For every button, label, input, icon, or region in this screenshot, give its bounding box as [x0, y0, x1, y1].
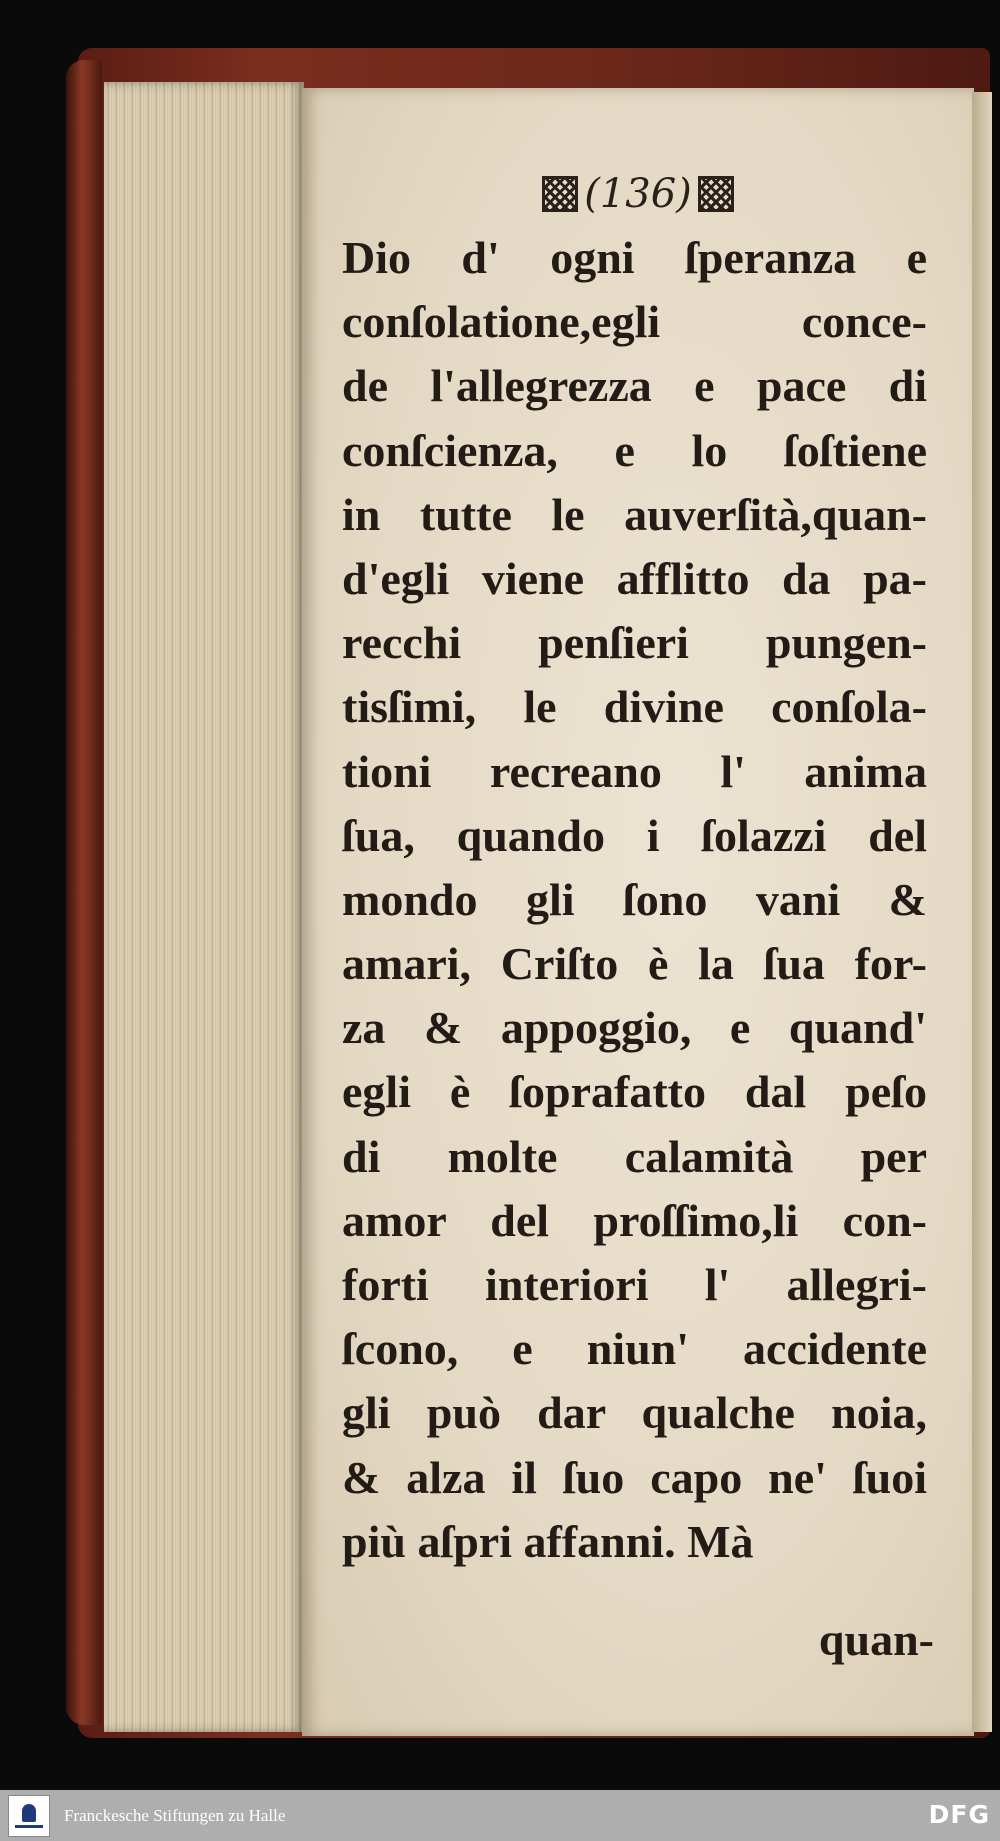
page-number: (136) [584, 171, 692, 217]
book-spine-edge [66, 60, 102, 1725]
text-line: gli può dar qualche noia, [342, 1387, 927, 1439]
text-line: più aſpri affanni. Mà [342, 1515, 754, 1567]
footer-bar [0, 1790, 1000, 1841]
text-line: tisſimi, le divine conſola- [342, 681, 927, 733]
footer-institution: Franckesche Stiftungen zu Halle [64, 1805, 286, 1825]
text-line: Dio d' ogni ſperanza e [342, 232, 927, 283]
institution-logo-icon [8, 1795, 50, 1837]
text-line: recchi penſieri pungen- [342, 617, 927, 669]
text-line: amor del proſſimo,li con- [342, 1194, 927, 1246]
text-line: conſolatione,egli conce- [342, 296, 927, 348]
text-line: amari, Criſto è la ſua for- [342, 938, 927, 990]
text-line: in tutte le auverſità,quan- [342, 488, 927, 540]
next-page-edge [972, 92, 992, 1732]
text-line: d'egli viene afflitto da pa- [342, 552, 927, 604]
page-edges [104, 82, 304, 1732]
page-header [302, 168, 974, 217]
dfg-logo: DFG [928, 1800, 990, 1829]
text-line: egli è ſoprafatto dal peſo [342, 1066, 927, 1118]
text-line: za & appoggio, e quand' [342, 1002, 927, 1054]
text-line: & alza il ſuo capo ne' ſuoi [342, 1451, 927, 1503]
text-line: di molte calamità per [342, 1130, 927, 1182]
ornament-left-icon [542, 176, 578, 212]
text-line: mondo gli ſono vani & [342, 873, 927, 925]
page-text [342, 226, 927, 1574]
text-line: tioni recreano l' anima [342, 745, 927, 797]
book-page [302, 88, 974, 1736]
text-line: conſcienza, e lo ſoſtiene [342, 424, 927, 476]
text-line: forti interiori l' allegri- [342, 1259, 927, 1310]
text-line: ſcono, e niun' accidente [342, 1323, 927, 1375]
text-line: ſua, quando i ſolazzi del [342, 809, 927, 861]
ornament-right-icon [698, 176, 734, 212]
text-line: de l'allegrezza e pace di [342, 360, 927, 412]
catchword: quan- [818, 1614, 934, 1665]
